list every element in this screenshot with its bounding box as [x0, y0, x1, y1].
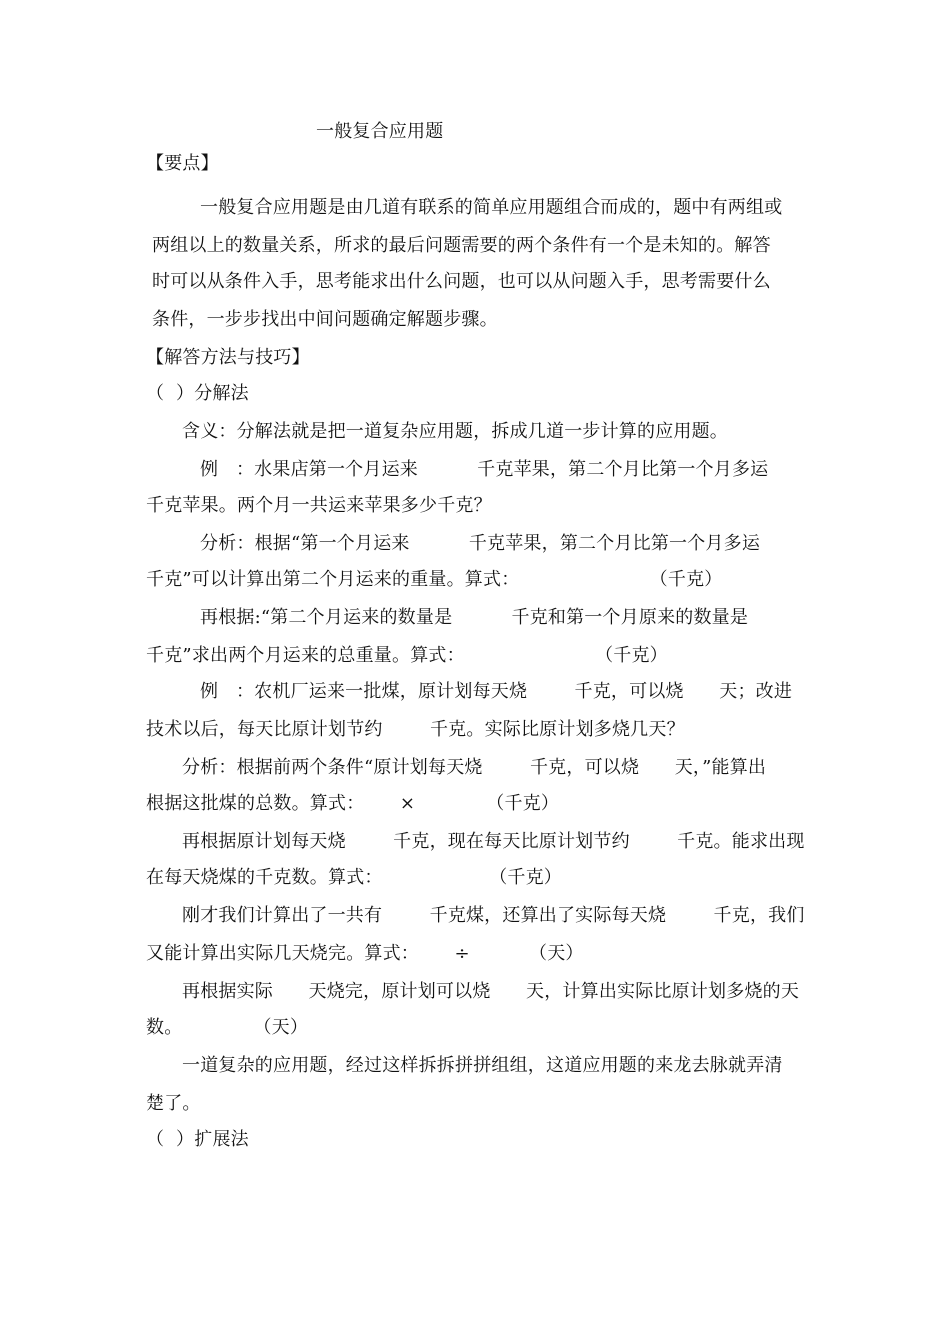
paragraph-line: 楚了。	[146, 1093, 201, 1114]
example-line: 千克苹果。两个月一共运来苹果多少千克？	[146, 495, 492, 516]
analysis-line: 刚才我们计算出了一共有 千克煤，还算出了实际每天烧 千克，我们	[182, 905, 805, 926]
paragraph-line: 条件，一步步找出中间问题确定解题步骤。	[152, 309, 498, 330]
example-line: 技术以后，每天比原计划节约 千克。实际比原计划多烧几天？	[146, 719, 685, 740]
analysis-line: 在每天烧煤的千克数。算式： （千克）	[146, 867, 562, 888]
analysis-line: 再根据原计划每天烧 千克，现在每天比原计划节约 千克。能求出现	[182, 831, 805, 852]
paragraph-line: 含义：分解法就是把一道复杂应用题，拆成几道一步计算的应用题。	[182, 421, 728, 442]
subsection-heading-decomposition: （ ）分解法	[146, 383, 249, 404]
document-title: 一般复合应用题	[316, 121, 444, 142]
paragraph-line: 一般复合应用题是由几道有联系的简单应用题组合而成的，题中有两组或	[200, 197, 783, 218]
analysis-line: 千克”求出两个月运来的总重量。算式： （千克）	[146, 645, 668, 666]
subsection-heading-expansion: （ ）扩展法	[146, 1129, 249, 1150]
analysis-line: 千克”可以计算出第二个月运来的重量。算式： （千克）	[146, 569, 723, 590]
analysis-line: 再根据实际 天烧完，原计划可以烧 天，计算出实际比原计划多烧的天	[182, 981, 800, 1002]
paragraph-line: 时可以从条件入手，思考能求出什么问题，也可以从问题入手，思考需要什么	[152, 271, 771, 292]
analysis-line: 分析：根据“第一个月运来 千克苹果，第二个月比第一个月多运	[200, 533, 761, 554]
paragraph-line: 两组以上的数量关系，所求的最后问题需要的两个条件有一个是未知的。解答	[152, 235, 771, 256]
analysis-line: 又能计算出实际几天烧完。算式： ÷ （天）	[146, 943, 584, 964]
section-heading-key-points: 【要点】	[146, 153, 219, 174]
paragraph-line: 一道复杂的应用题，经过这样拆拆拼拼组组，这道应用题的来龙去脉就弄清	[182, 1055, 783, 1076]
example-line: 例 ：农机厂运来一批煤，原计划每天烧 千克，可以烧 天；改进	[200, 681, 793, 702]
analysis-line: 根据这批煤的总数。算式： × （千克）	[146, 793, 560, 814]
section-heading-methods: 【解答方法与技巧】	[146, 347, 310, 368]
analysis-line: 分析：根据前两个条件“原计划每天烧 千克，可以烧 天，”能算出	[182, 757, 767, 778]
analysis-line: 再根据:“第二个月运来的数量是 千克和第一个月原来的数量是	[200, 607, 749, 628]
analysis-line: 数。 （天）	[146, 1017, 309, 1038]
example-line: 例 ：水果店第一个月运来 千克苹果，第二个月比第一个月多运	[200, 459, 769, 480]
